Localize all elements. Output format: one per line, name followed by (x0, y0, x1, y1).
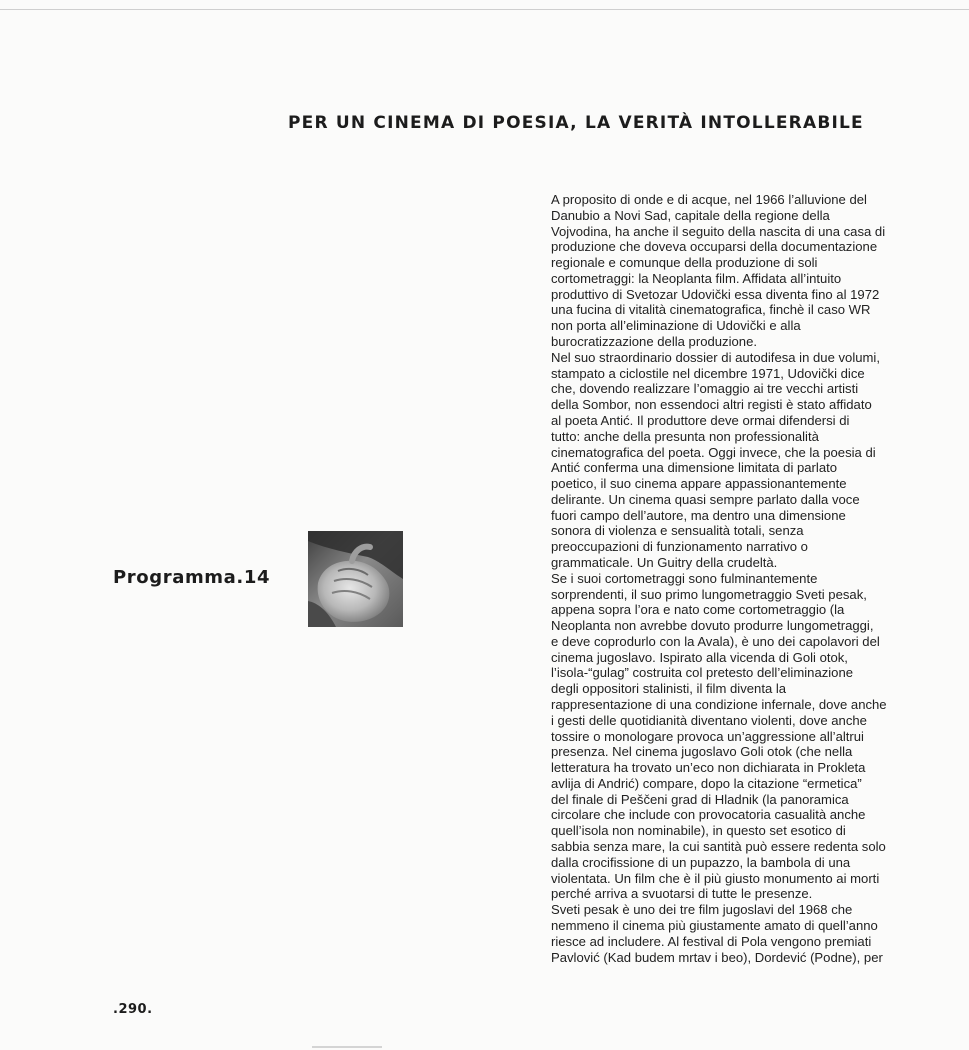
text-line: regionale e comunque della produzione di soli (551, 255, 818, 271)
text-line: sorprendenti, il suo primo lungometraggio Sveti pesak, (551, 586, 867, 602)
text-line: Danubio a Novi Sad, capitale della regione della (551, 207, 830, 223)
text-line: produzione che doveva occuparsi della documentazione (551, 239, 878, 255)
text-line: produttivo di Svetozar Udovički essa diventa fino al 1972 (551, 286, 880, 302)
text-line: riesce ad includere. Al festival di Pola vengono premiati (551, 933, 872, 949)
text-line: tutto: anche della presunta non professionalità (551, 428, 819, 444)
text-line: tossire o monologare provoca un’aggressione all’altrui (551, 728, 864, 744)
text-line: presenza. Nel cinema jugoslavo Goli otok (che nella (551, 744, 853, 760)
hand-photo-icon (308, 531, 403, 627)
text-line: nemmeno il cinema più giustamente amato di quell’anno (551, 917, 878, 933)
text-line: appena sopra l’ora e nato come cortometraggio (la (551, 602, 845, 618)
text-line: delirante. Un cinema quasi sempre parlato dalla voce (551, 491, 860, 507)
text-line: poetico, il suo cinema appare appassionantemente (551, 476, 847, 492)
paragraph-2 (551, 350, 897, 571)
text-line: burocratizzazione della produzione. (551, 334, 757, 350)
text-line: e deve coprodurlo con la Avala), è uno dei capolavori del (551, 633, 880, 649)
text-line: avlija di Andrić) compare, dopo la citazione “ermetica” (551, 775, 862, 791)
text-line: cortometraggi: la Neoplanta film. Affidata all’intuito (551, 270, 842, 286)
page-number: .290. (113, 1002, 153, 1017)
text-line: letteratura ha trovato un’eco non dichiarata in Prokleta (551, 760, 866, 776)
text-line: fuori campo dell’autore, ma dentro una dimensione (551, 507, 846, 523)
text-line: degli oppositori stalinisti, il film diventa la (551, 681, 787, 697)
text-line: sabbia senza mare, la cui santità può essere redenta solo (551, 839, 886, 855)
text-line: stampato a ciclostile nel dicembre 1971, Udovički dice (551, 365, 865, 381)
text-line: della Sombor, non essendoci altri registi è stato affidato (551, 397, 872, 413)
paragraph-1 (551, 192, 897, 350)
text-line: quell’isola non nominabile), in questo set esotico di (551, 823, 846, 839)
text-line: l’isola-“gulag” costruita col pretesto dell’eliminazione (551, 665, 854, 681)
text-line: preoccupazioni di funzionamento narrativo o (551, 539, 808, 555)
program-label: Programma.14 (113, 567, 271, 588)
text-line: A proposito di onde e di acque, nel 1966 l’alluvione del (551, 192, 867, 207)
text-line: grammaticale. Un Guitry della crudeltà. (551, 554, 778, 570)
text-line: Antić conferma una dimensione limitata di parlato (551, 460, 838, 476)
text-line: rappresentazione di una condizione infernale, dove anche (551, 697, 887, 712)
text-line: cinema jugoslavo. Ispirato alla vicenda di Goli otok, (551, 649, 848, 665)
text-line: al poeta Antić. Il produttore deve ormai difendersi di (551, 412, 850, 428)
text-line: dalla crocifissione di un pupazzo, la bambola di una (551, 854, 851, 870)
paragraph-4 (551, 902, 897, 965)
text-line: Pavlović (Kad budem mrtav i beo), Dordević (Podne), per (551, 949, 883, 965)
text-line: cinematografica del poeta. Oggi invece, che la poesia di (551, 444, 876, 460)
text-line: che, dovendo realizzare l’omaggio ai tre vecchi artisti (551, 381, 859, 397)
text-line: Sveti pesak è uno dei tre film jugoslavi del 1968 che (551, 902, 853, 918)
text-line: una fucina di vitalità cinematografica, finchè il caso WR (551, 302, 871, 318)
top-rule (0, 9, 969, 10)
text-line: perché arriva a svuotarsi di tutte le presenze. (551, 886, 813, 902)
text-line: violentata. Un film che è il più giusto monumento ai morti (551, 870, 880, 886)
text-line: Nel suo straordinario dossier di autodifesa in due volumi, (551, 349, 880, 365)
article-body (551, 192, 897, 965)
text-line: i gesti delle quotidianità diventano violenti, dove anche (551, 712, 867, 728)
text-line: non porta all’eliminazione di Udovički e alla (551, 318, 801, 334)
text-line: Neoplanta non avrebbe dovuto produrre lungometraggi, (551, 618, 874, 634)
text-line: del finale di Peščeni grad di Hladnik (la panoramica (551, 791, 849, 807)
paragraph-3 (551, 571, 897, 902)
page-heading: PER UN CINEMA DI POESIA, LA VERITÀ INTOLLERABILE (288, 113, 864, 133)
text-line: Se i suoi cortometraggi sono fulminantemente (551, 570, 818, 586)
bottom-rule (312, 1046, 382, 1048)
text-line: circolare che include con provocatoria casualità anche (551, 807, 866, 823)
text-line: sonora di violenza e sensualità totali, senza (551, 523, 804, 539)
text-line: Vojvodina, ha anche il seguito della nascita di una casa di (551, 223, 886, 239)
